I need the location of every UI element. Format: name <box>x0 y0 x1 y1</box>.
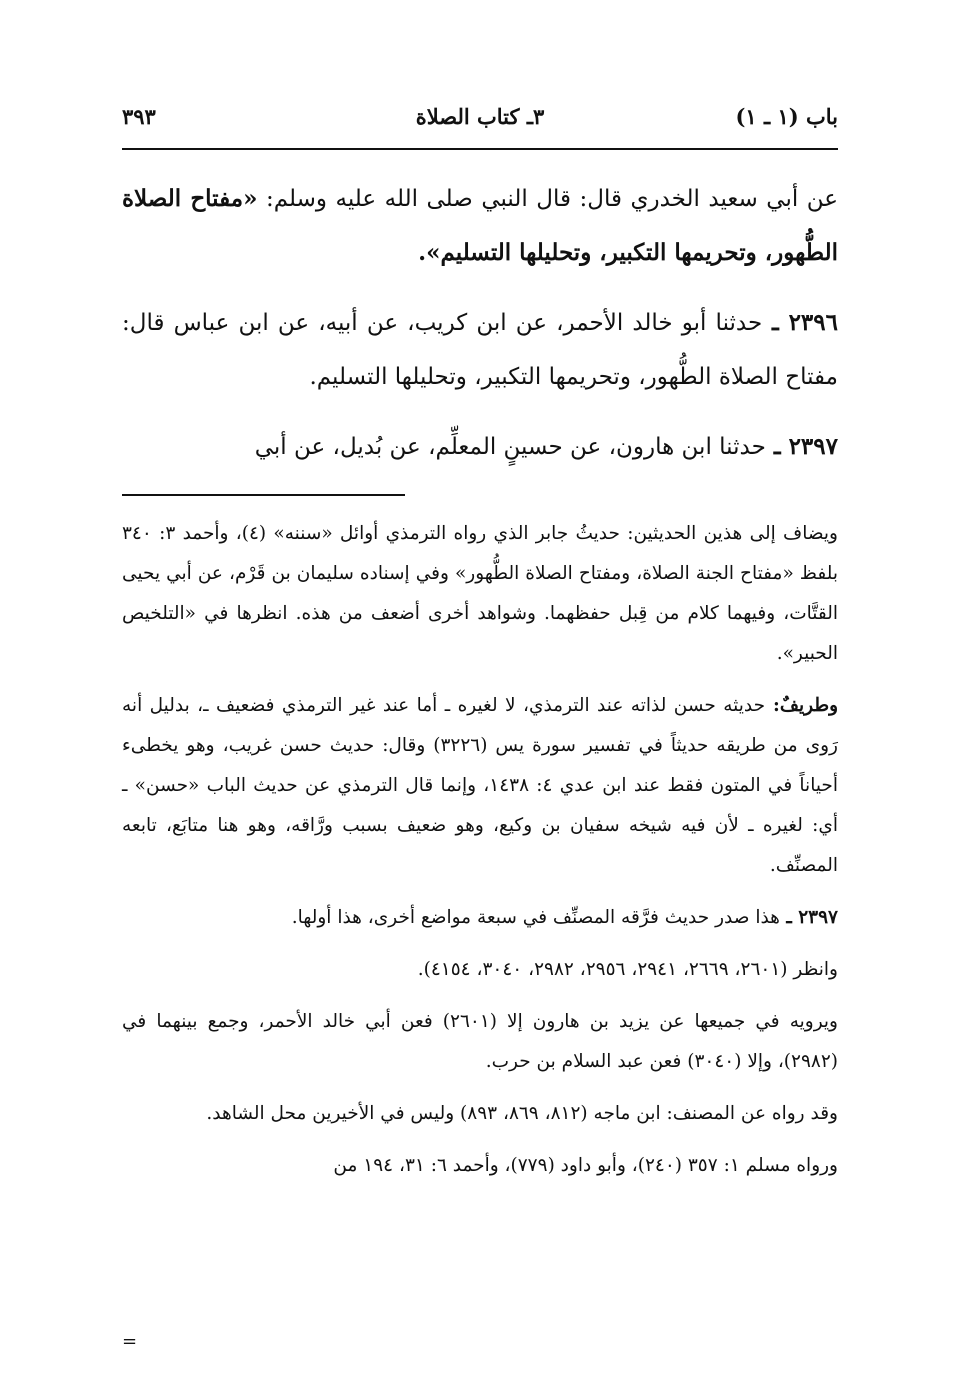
footnote-lead: وطريفٌ: <box>765 695 839 716</box>
paragraph-hadith-continuation <box>122 172 838 280</box>
footnote: وقد رواه عن المصنف: ابن ماجه (٨١٢، ٨٦٩، ٨٩٣) وليس في الأخيرين محل الشاهد. <box>206 1103 838 1124</box>
footnotes <box>122 514 838 1198</box>
book-title: ٣ـ كتاب الصلاة <box>415 104 545 129</box>
footnote <box>122 686 838 886</box>
footnote: ويرويه في جميعها عن يزيد بن هارون إلا (٢٦٠١) فعن أبي خالد الأحمر، وجمع بينهما في (٢٩٨٢)، وإلا (٣٠٤٠) فعن عبد السلام بن حرب. <box>122 1011 838 1072</box>
main-text <box>122 172 838 490</box>
footnote <box>122 898 838 938</box>
running-header <box>122 96 838 150</box>
paragraph-text: حدثنا أبو خالد الأحمر، عن ابن كريب، عن أبيه، عن ابن عباس قال: مفتاح الصلاة الطُّهور، وتحريمها التكبير، وتحليلها التسليم. <box>122 310 838 390</box>
continuation-mark: = <box>122 1331 138 1352</box>
footnote: ورواه مسلم ١: ٣٥٧ (٢٤٠)، وأبو داود (٧٧٩)، وأحمد ٦: ٣١، ١٩٤ من <box>333 1155 838 1176</box>
book-page <box>122 96 839 1352</box>
paragraph-text: عن أبي سعيد الخدري قال: قال النبي صلى الله عليه وسلم: <box>257 186 838 212</box>
footnote: ويضاف إلى هذين الحديثين: حديثُ جابر الذي رواه الترمذي أوائل «سننه» (٤)، وأحمد ٣: ٣٤٠ بلفظ «مفتاح الجنة الصلاة، ومفتاح الصلاة الطُّهور» وفي إسناده سليمان بن قَرْم، عن أبي يحيى القتَّات، وفيهما كلام من قِبل حفظهما. وشواهد أخرى أضعف من هذه. انظرها في «التلخيص الحبير». <box>122 523 838 664</box>
hadith-number: ٢٣٩٦ ـ <box>762 309 838 336</box>
hadith-number: ٢٣٩٧ ـ <box>765 433 838 460</box>
footnote-text: حديثه حسن لذاته عند الترمذي، لا لغيره ـ أما عند غير الترمذي فضعيف ـ، بدليل أنه رَوى من طريقه حديثاً في تفسير سورة يس (٣٢٢٦) وقال: حديث حسن غريب، وهو يخطىء أحياناً في المتون فقط عند ابن عدي ٤: ١٤٣٨، وإنما قال الترمذي عن حديث الباب «حسن» ـ أي: لغيره ـ لأن فيه شيخه سفيان بن وكيع، وهو ضعيف بسبب ورَّاقه، وهو هنا متابَع، تابعه المصنِّف. <box>122 695 838 876</box>
footnote: وانظر (٢٦٠١، ٢٦٦٩، ٢٩٤١، ٢٩٥٦، ٢٩٨٢، ٣٠٤٠، ٤١٥٤). <box>417 959 838 980</box>
footnote-number: ٢٣٩٧ ـ <box>779 907 838 928</box>
hadith-quote: «مفتاح الصلاة الطُّهور، وتحريمها التكبير، وتحليلها التسليم». <box>122 185 838 266</box>
page-number: ٣٩٣ <box>122 104 156 129</box>
section-title: باب (١ ـ ١) <box>735 104 838 129</box>
footnote-text: هذا صدر حديث فرَّقه المصنِّف في سبعة مواضع أخرى، هذا أولها. <box>291 907 780 928</box>
paragraph-hadith-2397 <box>122 420 838 474</box>
paragraph-text: حدثنا ابن هارون، عن حسينٍ المعلِّم، عن بُديل، عن أبي <box>254 434 766 460</box>
footnote-separator <box>122 494 405 496</box>
paragraph-hadith-2396 <box>122 296 838 404</box>
